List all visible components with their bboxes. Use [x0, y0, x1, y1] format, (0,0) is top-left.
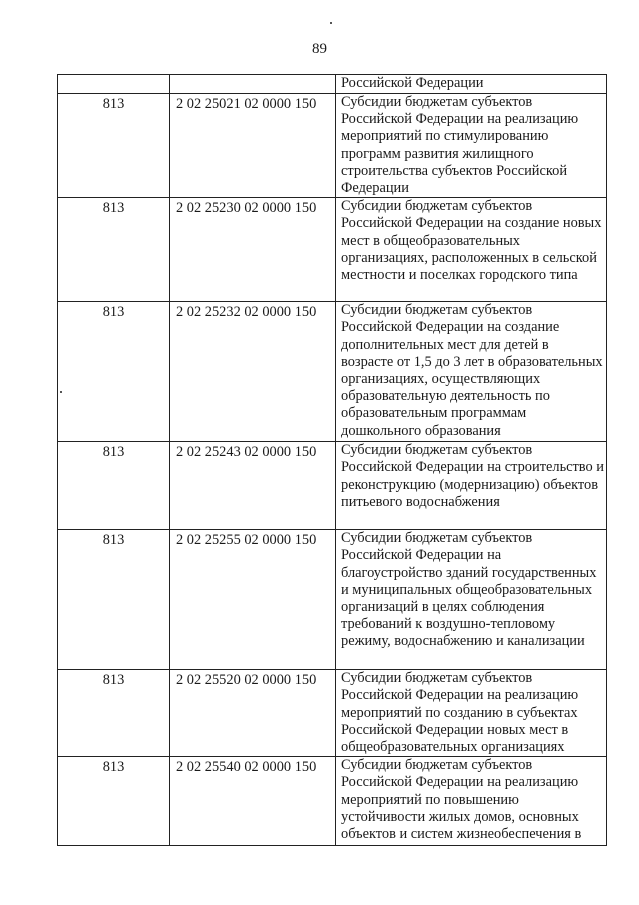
admin-code-cell: 813	[58, 757, 170, 846]
income-name-cell: Российской Федерации	[336, 75, 607, 94]
admin-code-cell: 813	[58, 302, 170, 442]
admin-code-cell: 813	[58, 94, 170, 198]
income-name-cell: Субсидии бюджетам субъектов Российской Федерации на создание новых мест в общеобразовательных организациях, расположенных в сельской местности и поселках городского типа	[336, 198, 607, 302]
income-code-cell: 2 02 25540 02 0000 150	[170, 757, 336, 846]
admin-code-cell: 813	[58, 198, 170, 302]
table-row	[58, 757, 607, 846]
table-row	[58, 670, 607, 757]
income-name-cell: Субсидии бюджетам субъектов Российской Федерации на реализацию мероприятий по стимулированию программ развития жилищного строительства субъектов Российской Федерации	[336, 94, 607, 198]
table-row	[58, 302, 607, 442]
income-code-cell: 2 02 25255 02 0000 150	[170, 530, 336, 670]
income-code-cell	[170, 75, 336, 94]
scan-speck	[330, 22, 332, 24]
budget-classification-table	[57, 74, 607, 846]
page-number: 89	[312, 41, 327, 57]
table-row	[58, 94, 607, 198]
admin-code-cell	[58, 75, 170, 94]
income-code-cell: 2 02 25243 02 0000 150	[170, 442, 336, 530]
income-code-cell: 2 02 25230 02 0000 150	[170, 198, 336, 302]
income-code-cell: 2 02 25021 02 0000 150	[170, 94, 336, 198]
income-code-cell: 2 02 25520 02 0000 150	[170, 670, 336, 757]
income-name-cell: Субсидии бюджетам субъектов Российской Федерации на реализацию мероприятий по созданию в субъектах Российской Федерации новых мест в общеобразовательных организациях	[336, 670, 607, 757]
income-name-cell: Субсидии бюджетам субъектов Российской Федерации на благоустройство зданий государственных и муниципальных общеобразовательных организаций в целях соблюдения требований к воздушно-тепловому режиму, водоснабжению и канализации	[336, 530, 607, 670]
admin-code-cell: 813	[58, 670, 170, 757]
income-name-cell: Субсидии бюджетам субъектов Российской Федерации на строительство и реконструкцию (модернизацию) объектов питьевого водоснабжения	[336, 442, 607, 530]
income-code-cell: 2 02 25232 02 0000 150	[170, 302, 336, 442]
income-name-cell: Субсидии бюджетам субъектов Российской Федерации на создание дополнительных мест для детей в возрасте от 1,5 до 3 лет в образовательных организациях, осуществляющих образовательную деятельность по образовательным программам дошкольного образования	[336, 302, 607, 442]
income-name-cell: Субсидии бюджетам субъектов Российской Федерации на реализацию мероприятий по повышению устойчивости жилых домов, основных объектов и систем жизнеобеспечения в	[336, 757, 607, 846]
table-row	[58, 442, 607, 530]
admin-code-cell: 813	[58, 530, 170, 670]
table-row	[58, 530, 607, 670]
admin-code-cell: 813	[58, 442, 170, 530]
table-row	[58, 75, 607, 94]
table-row	[58, 198, 607, 302]
